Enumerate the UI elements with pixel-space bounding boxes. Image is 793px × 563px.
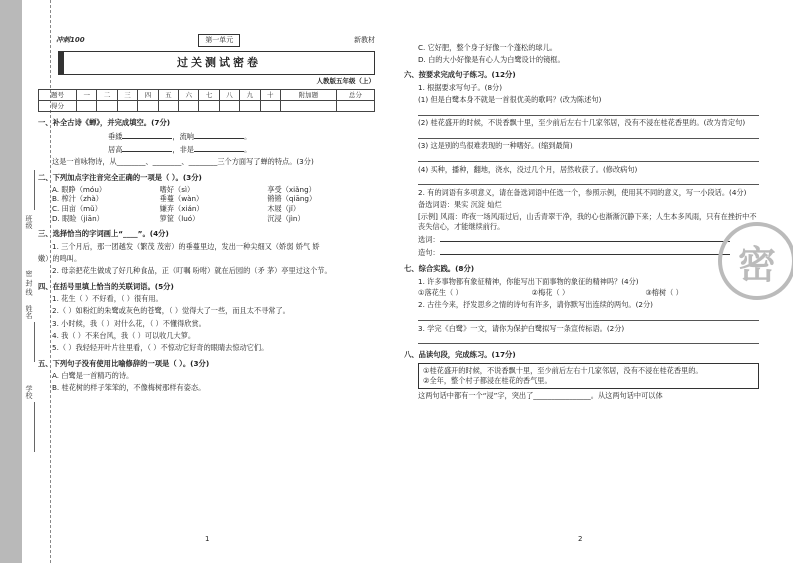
option-text: A. 眼睁（móu） bbox=[52, 184, 107, 194]
option-text: 垂蔓（wàn） bbox=[159, 194, 204, 204]
score-cell[interactable] bbox=[97, 101, 117, 112]
blank-field[interactable] bbox=[194, 144, 244, 152]
option-text: B. 榨汁（zhà） bbox=[52, 194, 103, 204]
brand-logo: 冲刺100 bbox=[56, 36, 85, 44]
section-7-q3: 3. 学完《白鹭》一文，请你为保护白鹭拟写一条宣传标语。(2分) bbox=[418, 323, 625, 333]
binding-class-label: 班级 bbox=[25, 215, 33, 229]
score-header-cell: 总分 bbox=[336, 90, 374, 101]
section-6-q2: 2. 有的词语有多项意义，请在备选词语中任选一个，参照示例，使用其不同的意义，写一小段话。(4分) bbox=[418, 187, 747, 197]
option-text: 锵锵（qiāng） bbox=[267, 194, 317, 204]
page-number-right: 2 bbox=[578, 535, 583, 543]
score-row-label: 得分 bbox=[39, 101, 77, 112]
answer-line[interactable] bbox=[418, 107, 759, 116]
score-cell[interactable] bbox=[219, 101, 239, 112]
binding-name-field[interactable] bbox=[34, 322, 35, 362]
section-5-option-c: C. 它好肥，整个身子好像一个蓬松的球儿。 bbox=[418, 42, 557, 52]
make-sentence-row: 造句： bbox=[404, 247, 759, 258]
binding-name-label: 姓名 bbox=[25, 305, 33, 319]
poem-line-1: 垂緌 ，流响 。 bbox=[108, 131, 252, 141]
section-6-item: (1) 但是白鹭本身不就是一首很优美的歌吗？(改为陈述句) bbox=[418, 95, 602, 104]
section-6-item: (3) 这是别的鸟很难表现的一种嗜好。(缩到最简) bbox=[418, 141, 573, 151]
score-cell[interactable] bbox=[280, 101, 336, 112]
symbol-blank[interactable]: ①落花生（ ） bbox=[418, 288, 463, 298]
section-8-question: 这两句话中都有一个“浸”字，突出了________________。从这两句话中可以体 bbox=[418, 391, 663, 401]
make-sentence-field[interactable] bbox=[440, 247, 730, 255]
score-header-cell: 五 bbox=[158, 90, 178, 101]
score-table bbox=[38, 89, 375, 112]
blank-field[interactable] bbox=[194, 131, 244, 139]
section-1-title: 一、补全古诗《蝉》，并完成填空。(7分) bbox=[38, 118, 171, 128]
option-text: 沉浸（jìn） bbox=[267, 213, 305, 223]
section-5-option-a: A. 白鹭是一首精巧的诗。 bbox=[52, 371, 134, 381]
blank-field[interactable] bbox=[122, 144, 172, 152]
score-header-cell: 七 bbox=[199, 90, 219, 101]
passage-sentence-1: ①桂花盛开的时候，不说香飘十里，至少前后左右十几家邻居，没有不浸在桂花香里的。 bbox=[423, 366, 703, 376]
section-7-title: 七、综合实践。(8分) bbox=[404, 264, 475, 274]
section-1-question: 这是一首咏物诗，从________、________、________三个方面写了蝉的特点。(3分) bbox=[52, 156, 314, 166]
option-text: 箩筐（luó） bbox=[159, 213, 200, 223]
score-header-cell: 二 bbox=[97, 90, 117, 101]
option-text: C. 田亩（mǔ） bbox=[52, 203, 102, 213]
section-2-options bbox=[38, 185, 375, 224]
grade-label: 人教版五年级（上） bbox=[316, 77, 375, 86]
page-number-left: 1 bbox=[205, 535, 210, 543]
symbol-blank[interactable]: ②梅花（ ） bbox=[531, 288, 570, 298]
answer-line[interactable] bbox=[418, 153, 759, 162]
section-6-item: (4) 买种，播种，翻地，浇水，没过几个月，居然收获了。(修改病句) bbox=[418, 164, 638, 174]
option-text: 嫌弃（xián） bbox=[159, 203, 204, 213]
score-cell[interactable] bbox=[158, 101, 178, 112]
page-left bbox=[38, 34, 375, 393]
binding-seal-label: 密 封 线 bbox=[25, 270, 33, 296]
answer-line[interactable] bbox=[418, 176, 759, 185]
score-cell[interactable] bbox=[260, 101, 280, 112]
score-cell[interactable] bbox=[77, 101, 97, 112]
section-5-title: 五、下列句子没有使用比喻修辞的一项是（ ）。(3分) bbox=[38, 358, 210, 368]
score-header-cell: 题号 bbox=[39, 90, 77, 101]
section-3-item-1-cont: 嫩）的鸣叫。 bbox=[38, 253, 82, 263]
section-5-option-d: D. 白的大小好像是有心人为白鹭设计的镜框。 bbox=[418, 54, 565, 64]
option-text: 木屐（jǐ） bbox=[267, 203, 301, 213]
page-right bbox=[404, 40, 759, 401]
section-8-title: 八、品读句段，完成练习。(17分) bbox=[404, 350, 516, 360]
score-header-cell: 八 bbox=[219, 90, 239, 101]
edition-label: 新教材 bbox=[354, 36, 375, 44]
section-5-option-b: B. 桂花树的样子笨笨的，不像梅树那样有姿态。 bbox=[52, 383, 206, 393]
section-7-q1-options bbox=[404, 288, 759, 298]
option-text: D. 眼睑（jiān） bbox=[52, 213, 104, 223]
score-header-cell: 四 bbox=[138, 90, 158, 101]
score-cell[interactable] bbox=[199, 101, 219, 112]
score-cell[interactable] bbox=[138, 101, 158, 112]
binding-school-field[interactable] bbox=[34, 402, 35, 452]
score-header-cell: 九 bbox=[240, 90, 260, 101]
option-text: 嗜好（sì） bbox=[159, 184, 195, 194]
score-header-cell: 六 bbox=[179, 90, 199, 101]
symbol-blank[interactable]: ③榕树（ ） bbox=[645, 288, 683, 298]
score-cell[interactable] bbox=[117, 101, 137, 112]
page-title: 过关测试密卷 bbox=[58, 51, 375, 75]
section-4-item: 4. 我（ ）不来台风，我（ ）可以收几大箩。 bbox=[52, 330, 196, 340]
section-4-item: 2.（ ）如粉红的朱鹭或灰色的苍鹭，（ ）觉得大了一些，而且太不寻常了。 bbox=[52, 306, 290, 316]
section-3-item-2: 2. 母亲把花生做成了好几种食品，正（叮嘱 吩咐）就在后园的（矛 茅）亭里过这个节。 bbox=[52, 266, 332, 276]
passage-sentence-2: ②全年，整个村子都浸在桂花的香气里。 bbox=[423, 375, 552, 385]
option-text: 享受（xiǎng） bbox=[267, 184, 316, 194]
binding-strip bbox=[0, 0, 22, 563]
score-header-cell: 一 bbox=[77, 90, 97, 101]
binding-class-field[interactable] bbox=[34, 170, 35, 210]
section-6-title: 六、按要求完成句子练习。(12分) bbox=[404, 70, 516, 80]
score-cell[interactable] bbox=[179, 101, 199, 112]
unit-label: 第一单元 bbox=[198, 34, 240, 47]
section-3-title: 三、选择恰当的字词画上“____”。(4分) bbox=[38, 229, 169, 239]
section-4-item: 3. 小时候，我（ ）对什么花，（ ）不懂得欣赏。 bbox=[52, 318, 206, 328]
section-4-item: 5.（ ）我轻轻开叶片往里看，（ ）不惊动它好奇的眼睛去惊动它们。 bbox=[52, 343, 269, 353]
reading-passage bbox=[418, 363, 759, 388]
candidate-words: 备选词语：果实 沉淀 灿烂 bbox=[418, 200, 502, 210]
choose-word-row: 选词： bbox=[404, 234, 759, 245]
example-text: [示例] 风雨：昨夜一场风雨过后，山舌青翠干净，我的心也渐渐沉静下来；人生本多风雨，只有在挫折中不丧失信心，才能继续前行。 bbox=[418, 212, 757, 232]
section-7-q1: 1. 许多事物都有象征精神，你能写出下面事物的象征的精神吗？(4分) bbox=[418, 276, 639, 286]
binding-school-label: 学校 bbox=[25, 385, 33, 399]
blank-field[interactable] bbox=[122, 131, 172, 139]
answer-line[interactable] bbox=[418, 130, 759, 139]
section-4-title: 四、在括号里填上恰当的关联词语。(5分) bbox=[38, 281, 174, 291]
section-3-item-1: 1. 三个月后，那一团越发（繁茂 茂密）的垂蔓里边，发出一种尖细又（娇弱 娇气 娇 bbox=[52, 241, 320, 251]
section-6-q1: 1. 根据要求写句子。(8分) bbox=[418, 82, 503, 92]
score-header-cell: 十 bbox=[260, 90, 280, 101]
score-cell[interactable] bbox=[336, 101, 374, 112]
score-cell[interactable] bbox=[240, 101, 260, 112]
header-top bbox=[56, 34, 375, 47]
section-4-item: 1. 花生（ ）不好看，（ ）很有用。 bbox=[52, 294, 163, 304]
section-2-title: 二、下列加点字注音完全正确的一项是（ ）。(3分) bbox=[38, 172, 202, 182]
section-6-item: (2) 桂花盛开的时候，不说香飘十里，至少前后左右十几家邻居，没有不浸在桂花香里的。(改为肯定句) bbox=[418, 118, 746, 128]
answer-line[interactable] bbox=[418, 335, 759, 344]
score-header-cell: 三 bbox=[117, 90, 137, 101]
poem-line-2: 居高 ，非是 。 bbox=[108, 144, 252, 154]
score-header-cell: 附加题 bbox=[280, 90, 336, 101]
answer-line[interactable] bbox=[418, 312, 759, 321]
choose-word-field[interactable] bbox=[440, 234, 730, 242]
section-7-q2: 2. 古往今来，抒发思乡之情的诗句有许多，请你默写出连续的两句。(2分) bbox=[418, 300, 653, 310]
secret-stamp: 密 bbox=[718, 222, 793, 300]
